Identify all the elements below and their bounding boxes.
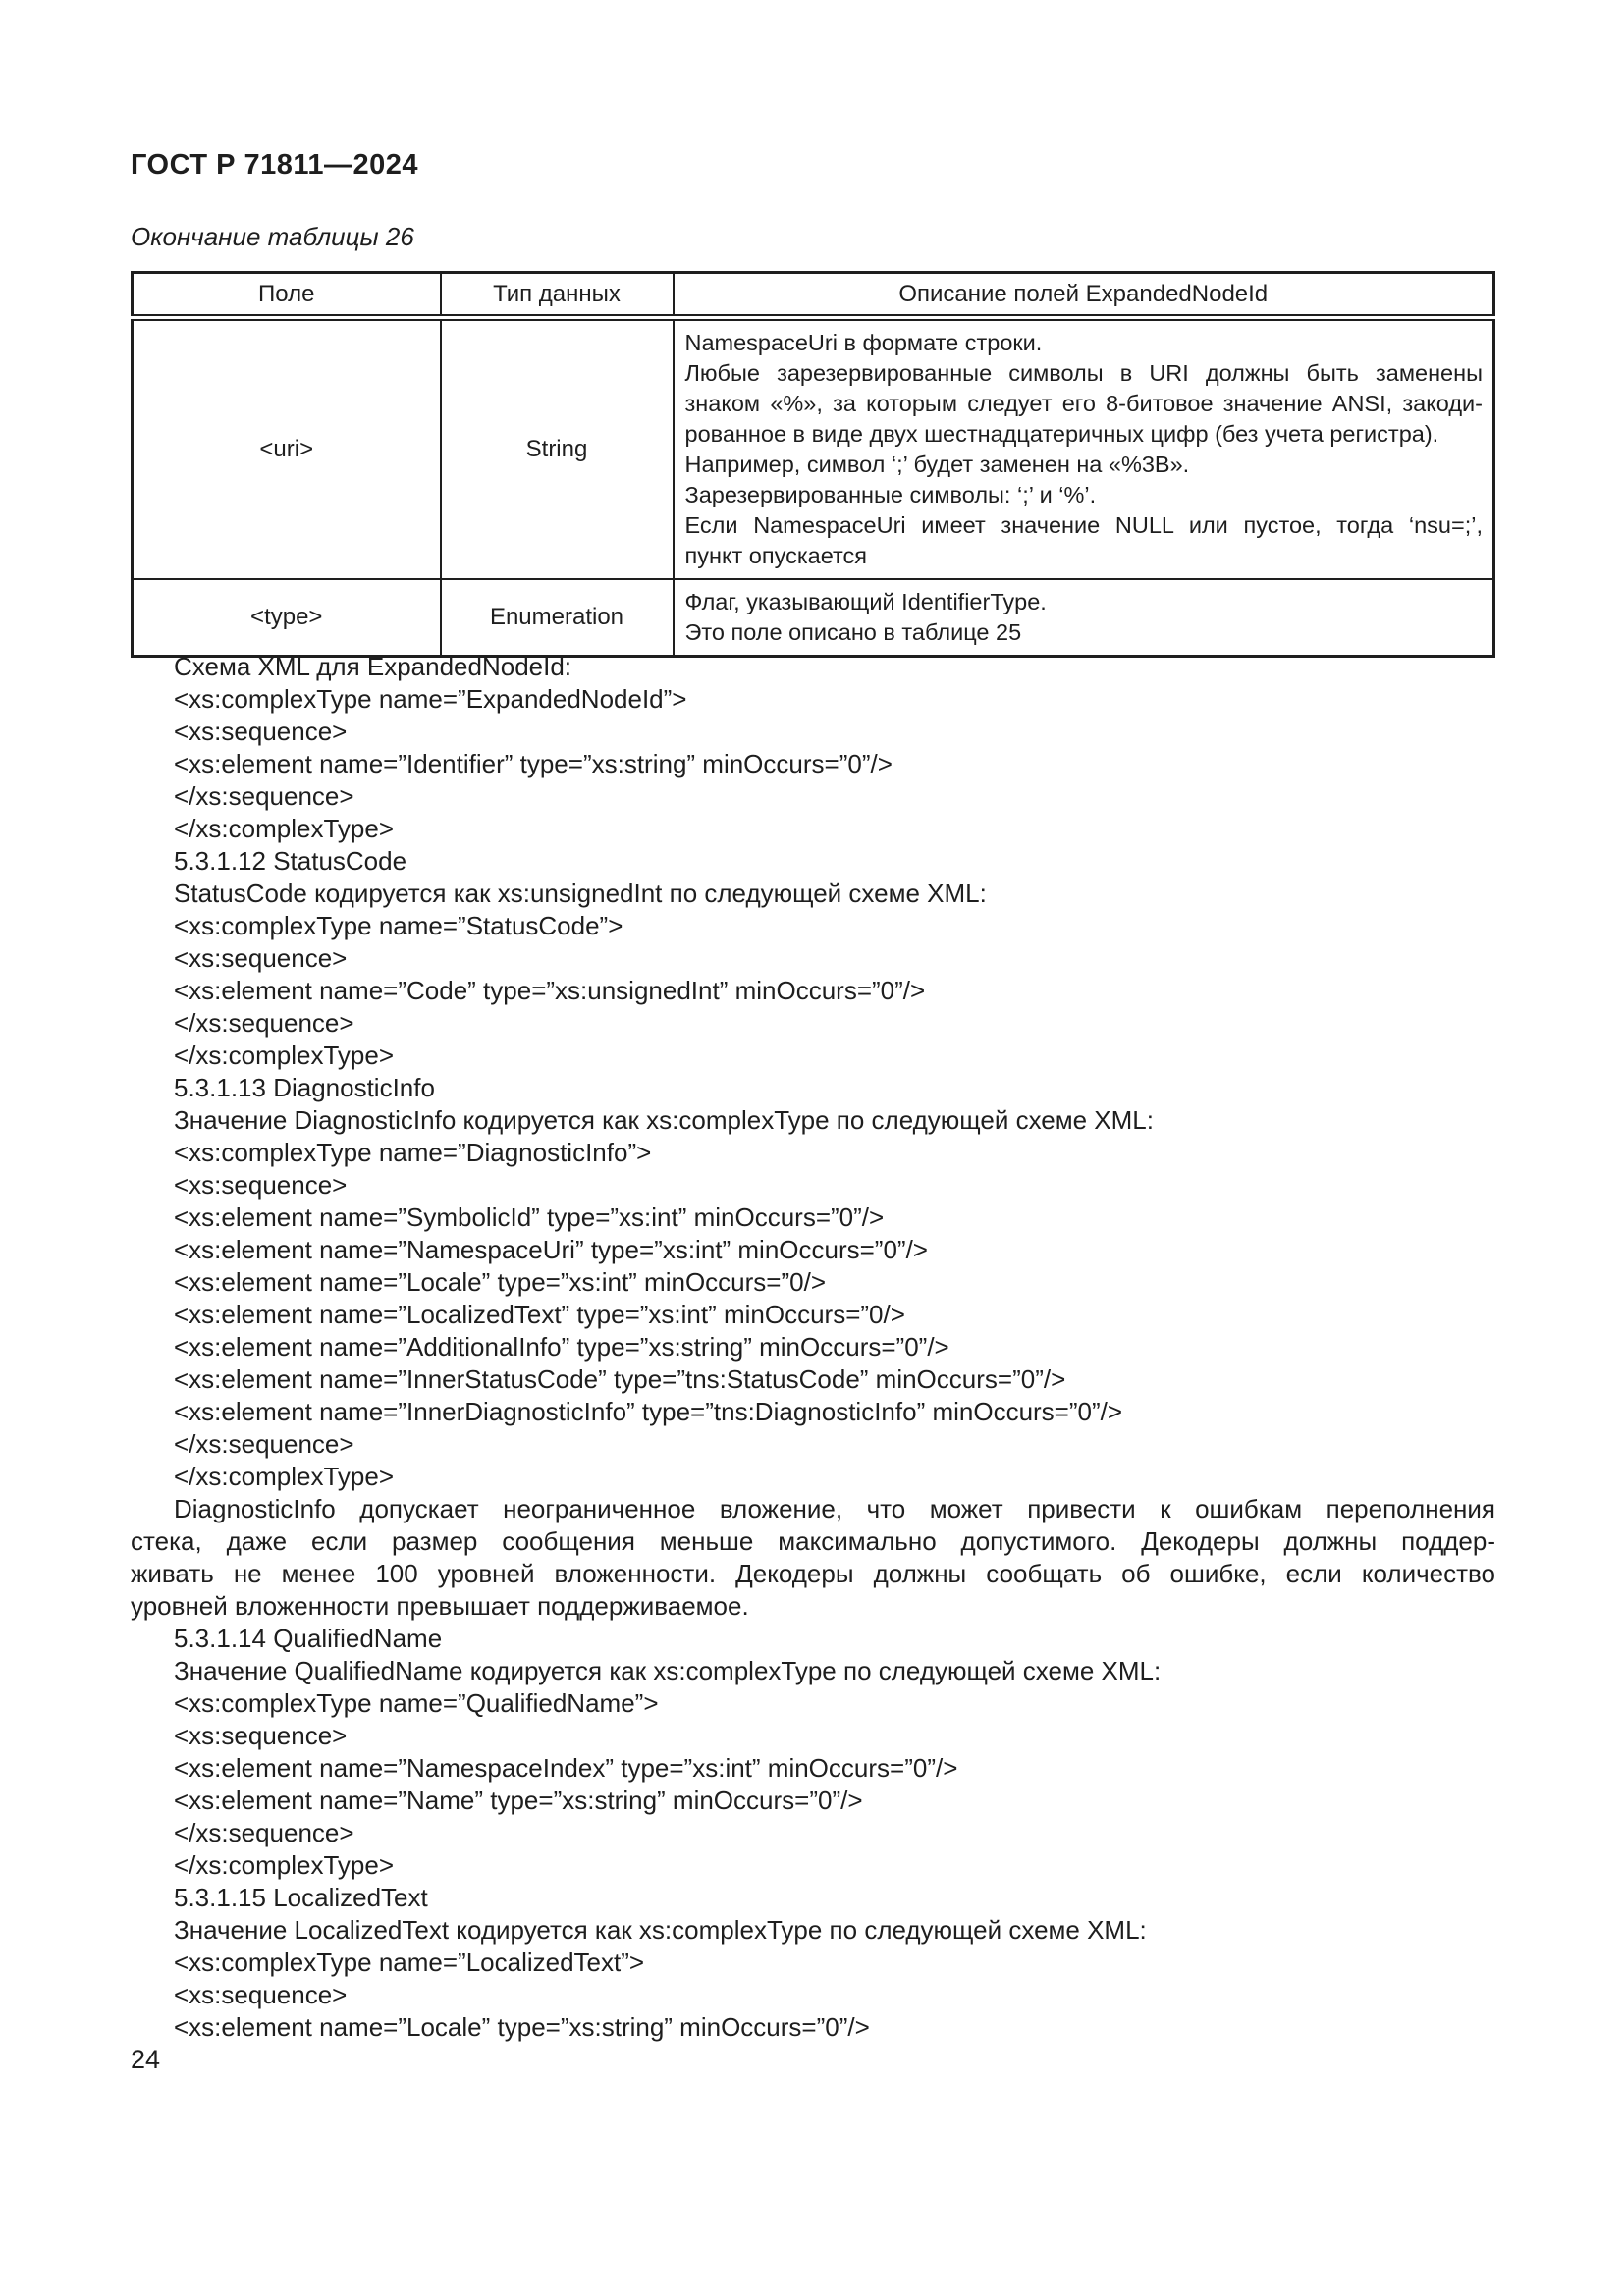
description-line: Зарезервированные символы: ‘;’ и ‘%’. <box>684 482 1097 507</box>
col-header-datatype: Тип данных <box>441 273 674 318</box>
body-line: </xs:sequence> <box>174 1818 354 1847</box>
cell-description-type <box>674 579 1494 657</box>
table-row <box>133 318 1494 580</box>
body-line: </xs:sequence> <box>174 1008 354 1038</box>
body-line: <xs:element name=”InnerStatusCode” type=”tns:StatusCode” minOccurs=”0”/> <box>174 1364 1066 1394</box>
body-line: <xs:sequence> <box>174 1170 348 1200</box>
body-line: <xs:element name=”NamespaceUri” type=”xs:int” minOccurs=”0”/> <box>174 1235 928 1264</box>
body-line: 5.3.1.14 QualifiedName <box>174 1624 443 1653</box>
body-line: <xs:complexType name=”StatusCode”> <box>174 911 623 940</box>
body-line: </xs:complexType> <box>174 1462 394 1491</box>
cell-field-uri: <uri> <box>133 318 441 580</box>
description-line: NamespaceUri в формате строки. <box>684 330 1043 355</box>
table-header-row <box>133 273 1494 318</box>
body-line: </xs:complexType> <box>174 1041 394 1070</box>
body-line: <xs:complexType name=”LocalizedText”> <box>174 1948 645 1977</box>
body-line: <xs:element name=”Name” type=”xs:string” minOccurs=”0”/> <box>174 1786 863 1815</box>
body-line: Значение QualifiedName кодируется как xs:complexType по следующей схеме XML: <box>174 1656 1162 1685</box>
body-line: Значение LocalizedText кодируется как xs:complexType по следующей схеме XML: <box>174 1915 1147 1945</box>
body-line: DiagnosticInfo допускает неограниченное вложение, что может привести к ошибкам переполнения <box>174 1494 1495 1523</box>
body-line: <xs:element name=”SymbolicId” type=”xs:int” minOccurs=”0”/> <box>174 1202 885 1232</box>
body-line: <xs:element name=”Code” type=”xs:unsignedInt” minOccurs=”0”/> <box>174 976 926 1005</box>
description-line: Это поле описано в таблице 25 <box>684 619 1022 645</box>
body-line: <xs:element name=”NamespaceIndex” type=”xs:int” minOccurs=”0”/> <box>174 1753 958 1783</box>
body-line: Схема XML для ExpandedNodeId: <box>174 652 572 681</box>
description-line: знаком «%», за которым следует его 8-битовое значение ANSI, закоди- <box>684 391 1483 416</box>
body-line: <xs:complexType name=”ExpandedNodeId”> <box>174 684 687 714</box>
body-line: уровней вложенности превышает поддерживаемое. <box>131 1591 749 1621</box>
body-line: <xs:sequence> <box>174 717 348 746</box>
body-line: <xs:complexType name=”DiagnosticInfo”> <box>174 1138 652 1167</box>
body-line: <xs:element name=”Identifier” type=”xs:string” minOccurs=”0”/> <box>174 749 893 778</box>
body-line: <xs:element name=”Locale” type=”xs:string” minOccurs=”0”/> <box>174 2012 870 2042</box>
body-line: 5.3.1.13 DiagnosticInfo <box>174 1073 435 1102</box>
body-line: <xs:element name=”LocalizedText” type=”xs:int” minOccurs=”0/> <box>174 1300 905 1329</box>
body-text <box>131 651 1495 2044</box>
description-line: Любые зарезервированные символы в URI должны быть заменены <box>684 360 1483 386</box>
description-line: Если NamespaceUri имеет значение NULL или пустое, тогда ‘nsu=;’, <box>684 512 1483 538</box>
body-line: <xs:sequence> <box>174 1980 348 2009</box>
page-number: 24 <box>131 2045 161 2074</box>
body-line: <xs:element name=”InnerDiagnosticInfo” type=”tns:DiagnosticInfo” minOccurs=”0”/> <box>174 1397 1123 1426</box>
cell-field-type: <type> <box>133 579 441 657</box>
fields-table <box>131 271 1495 658</box>
description-line: рованное в виде двух шестнадцатеричных цифр (без учета регистра). <box>684 421 1439 447</box>
body-line: живать не менее 100 уровней вложенности. Декодеры должны сообщать об ошибке, если количество <box>131 1559 1495 1588</box>
body-line: <xs:sequence> <box>174 943 348 973</box>
body-line: </xs:complexType> <box>174 1850 394 1880</box>
document-header: ГОСТ Р 71811—2024 <box>131 149 419 181</box>
body-line: 5.3.1.15 LocalizedText <box>174 1883 428 1912</box>
cell-datatype-string: String <box>441 318 674 580</box>
body-line: StatusCode кодируется как xs:unsignedInt по следующей схеме XML: <box>174 879 987 908</box>
table-row <box>133 579 1494 657</box>
description-line: Флаг, указывающий IdentifierType. <box>684 589 1047 614</box>
body-line: 5.3.1.12 StatusCode <box>174 846 407 876</box>
body-line: <xs:element name=”Locale” type=”xs:int” minOccurs=”0/> <box>174 1267 827 1297</box>
body-line: </xs:sequence> <box>174 1429 354 1459</box>
col-header-field: Поле <box>133 273 441 318</box>
cell-datatype-enumeration: Enumeration <box>441 579 674 657</box>
body-line: Значение DiagnosticInfo кодируется как xs:complexType по следующей схеме XML: <box>174 1105 1154 1135</box>
body-line: </xs:complexType> <box>174 814 394 843</box>
body-line: </xs:sequence> <box>174 781 354 811</box>
body-line: <xs:element name=”AdditionalInfo” type=”xs:string” minOccurs=”0”/> <box>174 1332 949 1362</box>
table-caption: Окончание таблицы 26 <box>131 222 414 251</box>
description-line: пункт опускается <box>684 543 867 568</box>
body-line: <xs:sequence> <box>174 1721 348 1750</box>
col-header-description: Описание полей ExpandedNodeId <box>674 273 1494 318</box>
cell-description-uri <box>674 318 1494 580</box>
body-line: стека, даже если размер сообщения меньше максимально допустимого. Декодеры должны поддер- <box>131 1526 1495 1556</box>
body-line: <xs:complexType name=”QualifiedName”> <box>174 1688 659 1718</box>
description-line: Например, символ ‘;’ будет заменен на «%3B». <box>684 452 1190 477</box>
